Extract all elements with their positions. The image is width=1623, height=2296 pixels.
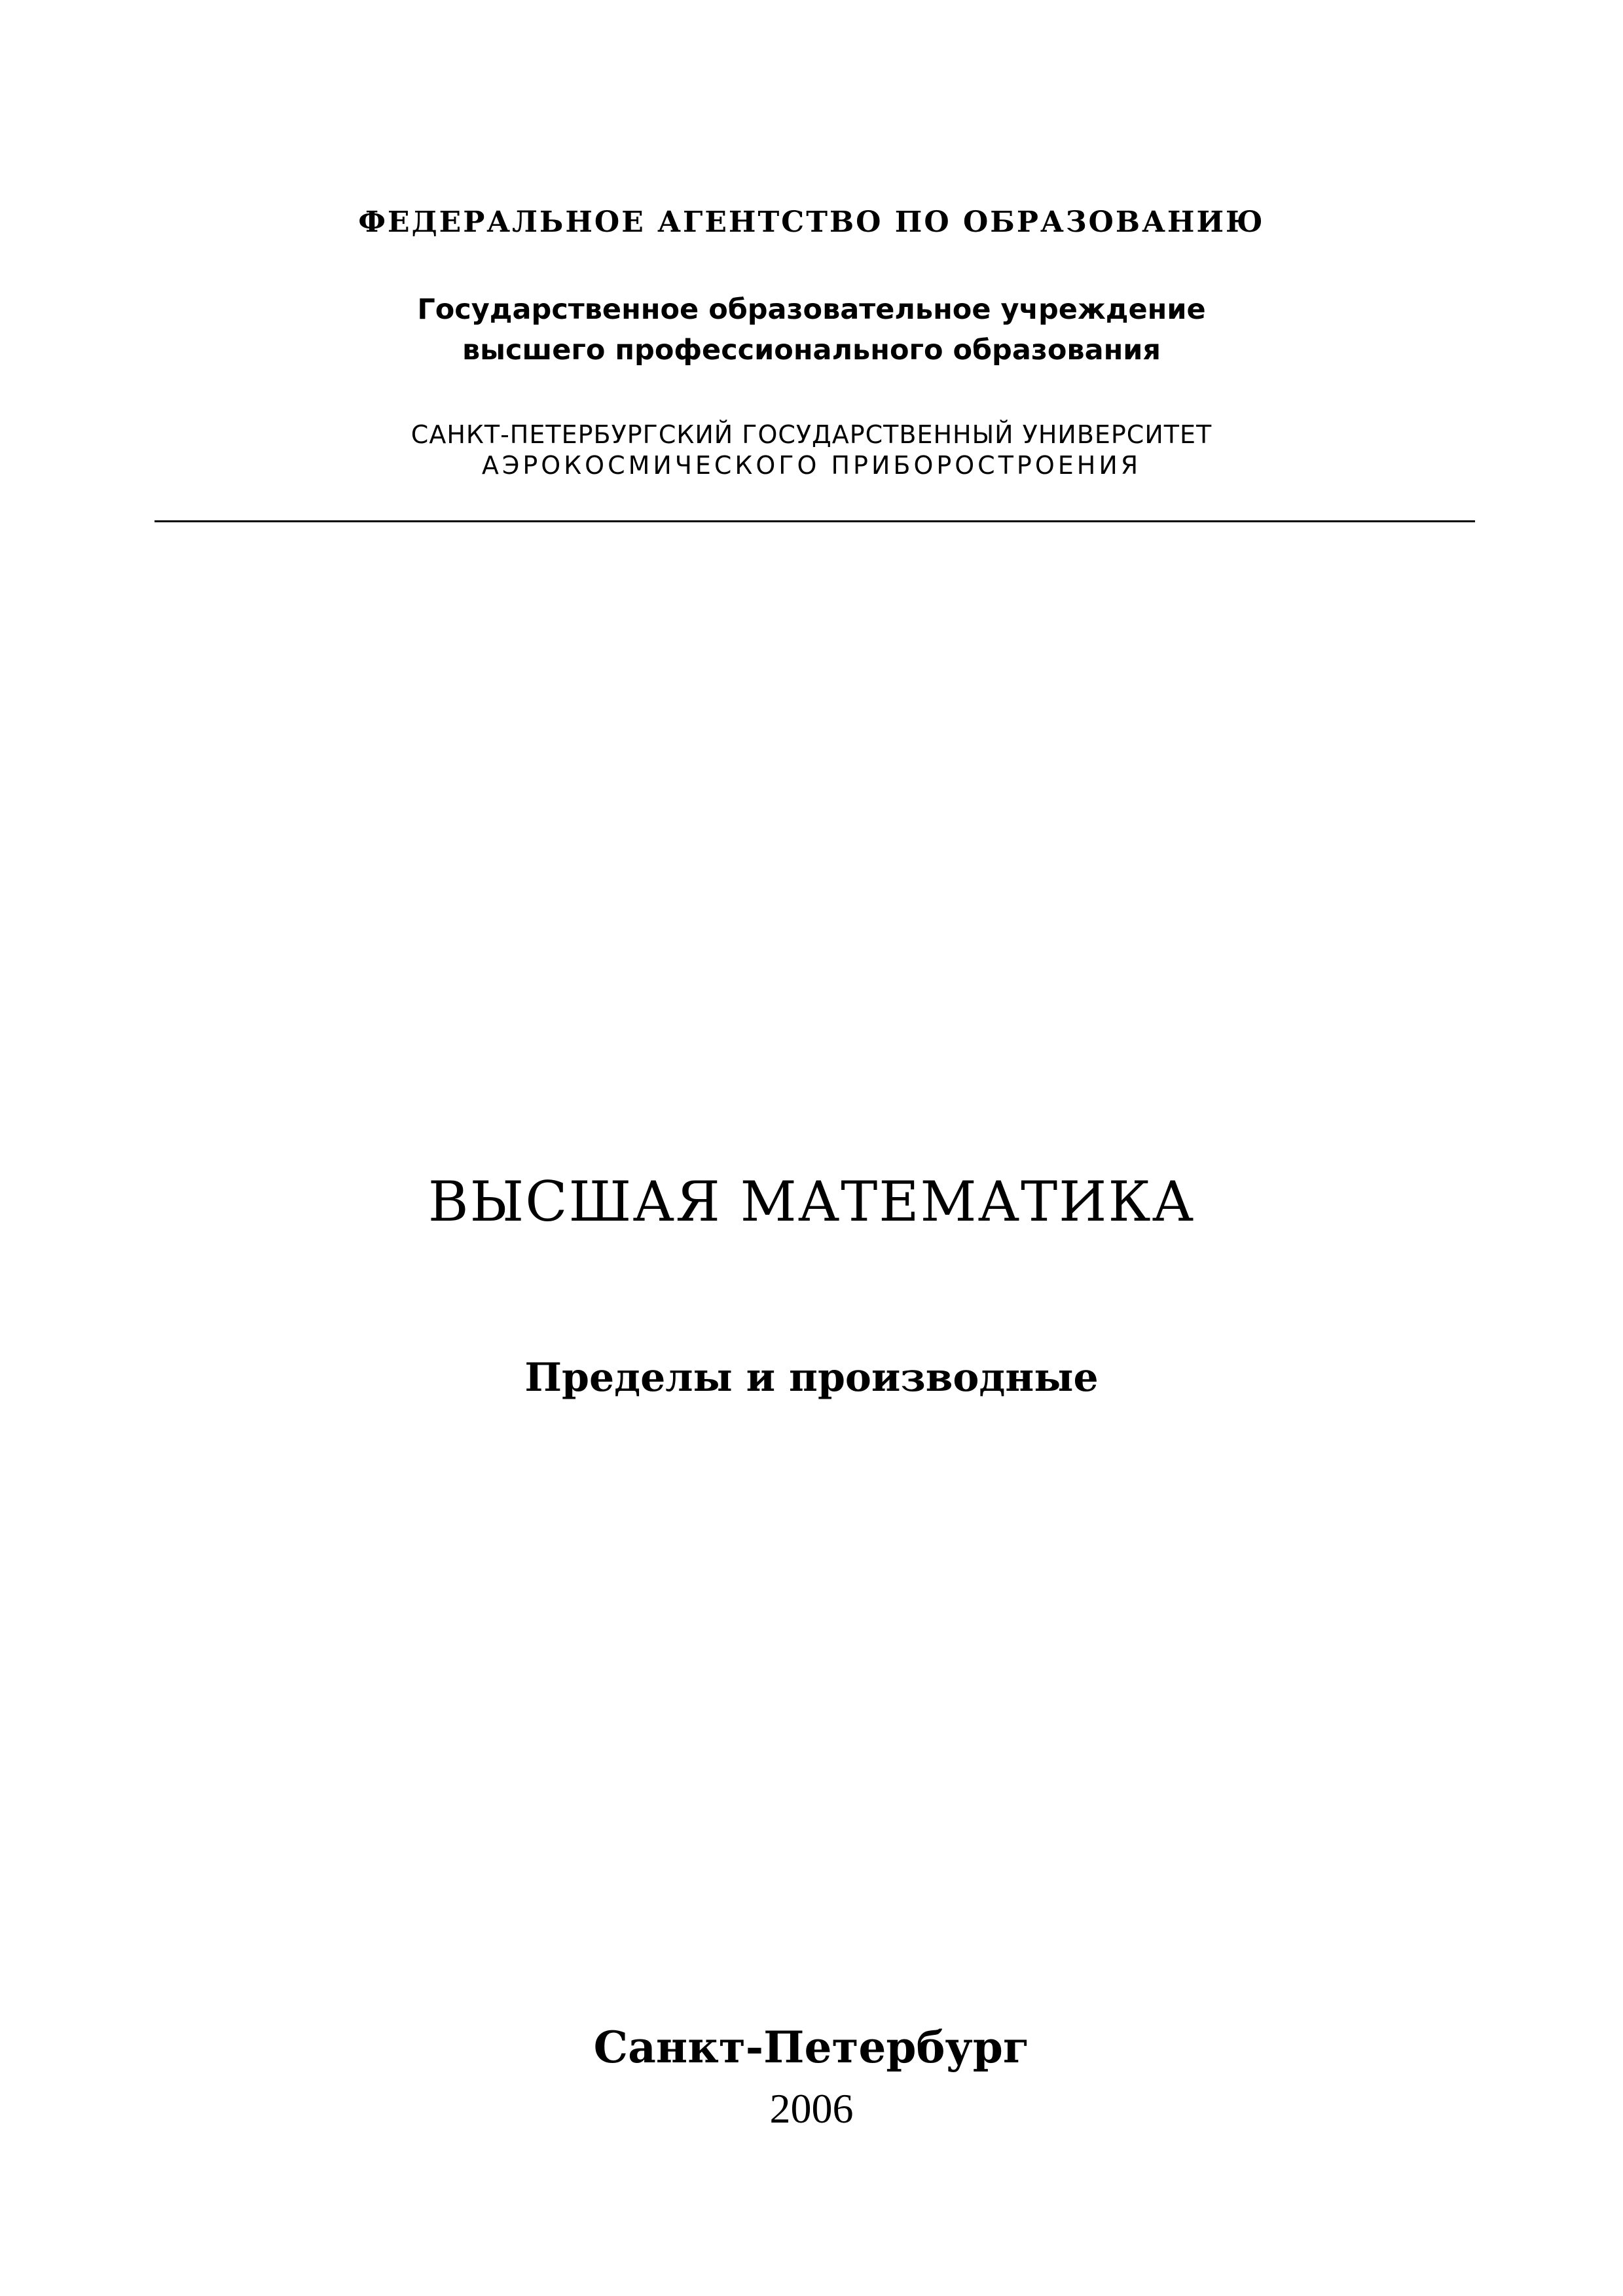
header-divider bbox=[155, 520, 1475, 522]
agency-name: ФЕДЕРАЛЬНОЕ АГЕНТСТВО ПО ОБРАЗОВАНИЮ bbox=[358, 206, 1265, 239]
publication-city: Санкт-Петербург bbox=[593, 2022, 1030, 2073]
book-subtitle: Пределы и производные bbox=[524, 1355, 1099, 1401]
institution-type-line-2: высшего профессионального образования bbox=[462, 334, 1161, 367]
institution-type-line-1: Государственное образовательное учреждение bbox=[417, 293, 1206, 326]
university-name-line-1: САНКТ-ПЕТЕРБУРГСКИЙ ГОСУДАРСТВЕННЫЙ УНИВЕРСИТЕТ bbox=[410, 420, 1213, 449]
publication-year: 2006 bbox=[769, 2085, 854, 2132]
book-title: ВЫСШАЯ МАТЕМАТИКА bbox=[428, 1170, 1195, 1234]
university-name-line-2: АЭРОКОСМИЧЕСКОГО ПРИБОРОСТРОЕНИЯ bbox=[481, 451, 1142, 480]
